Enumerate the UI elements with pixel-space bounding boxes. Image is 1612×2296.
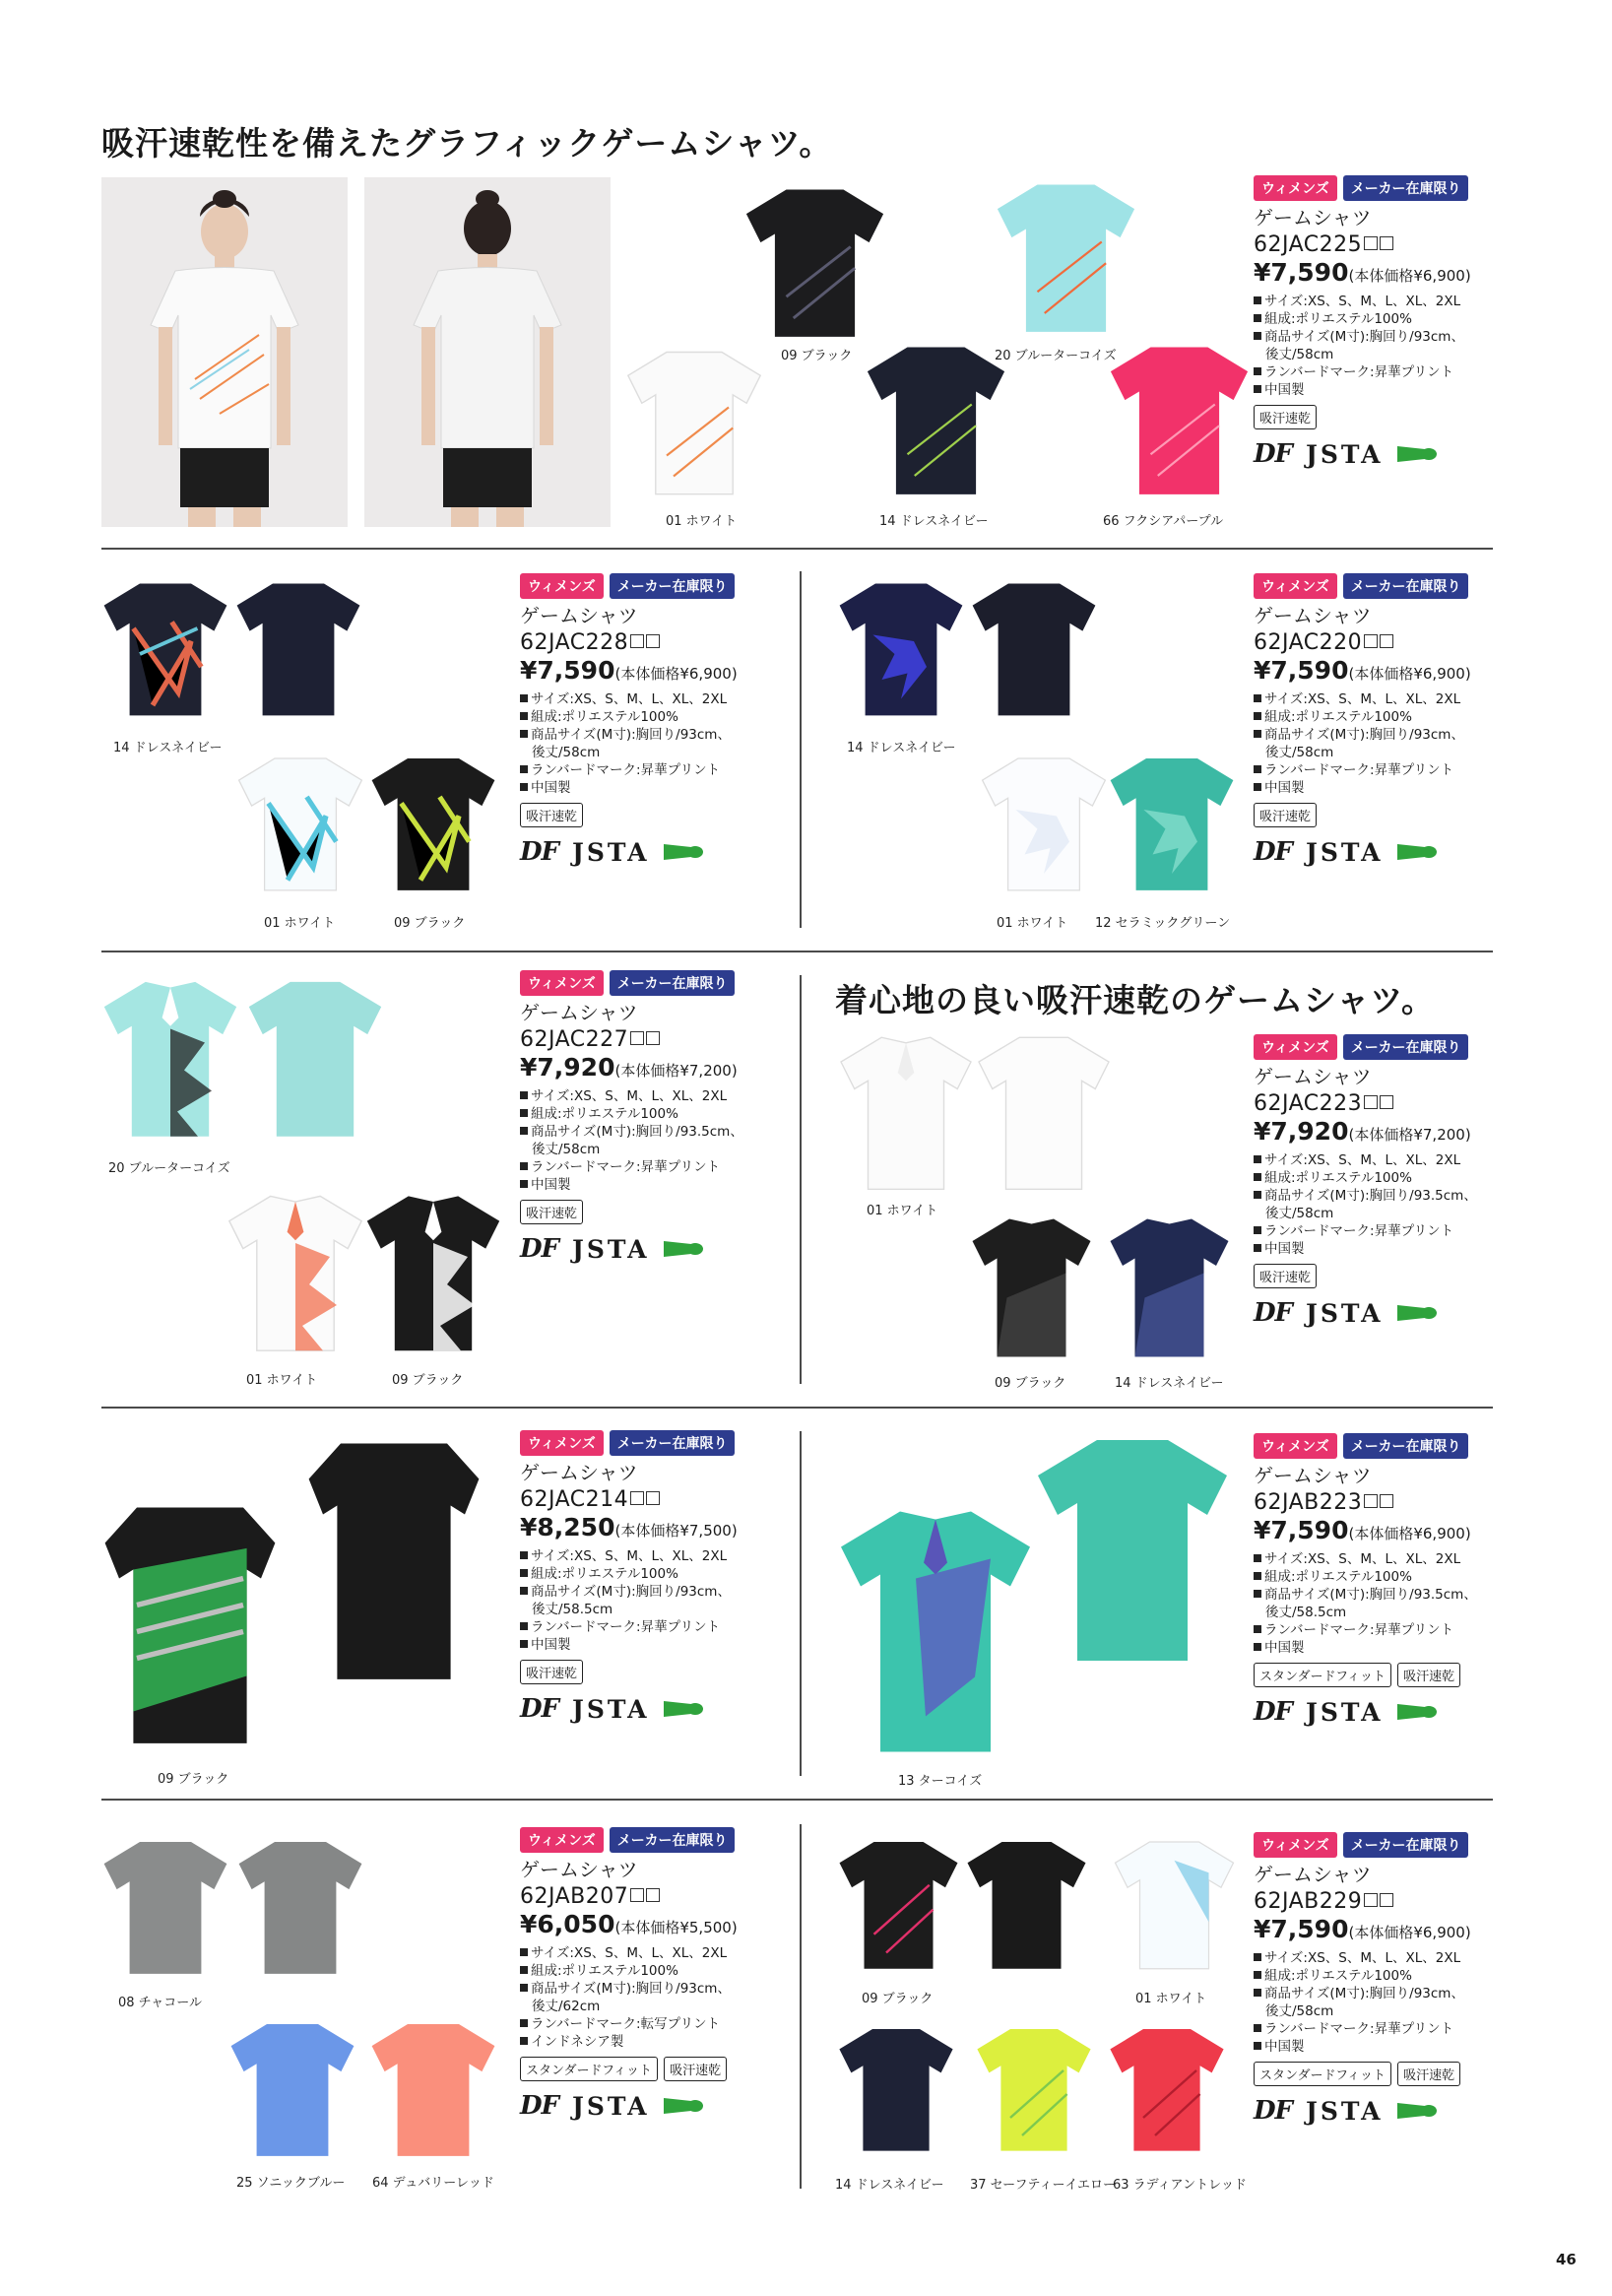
- product-code: 62JAB223: [1254, 1489, 1500, 1516]
- shirt-navy: [837, 576, 965, 719]
- shuttlecock-icon: [664, 1238, 703, 1260]
- shirt-fuchsia: [1108, 340, 1251, 497]
- stock-badge: メーカー在庫限り: [1343, 1832, 1469, 1858]
- color-label: 09 ブラック: [995, 1376, 1066, 1391]
- product-specs: サイズ:XS、S、M、L、XL、2XL 組成:ポリエステル100% 商品サイズ(M寸):胸回り/93cm、 後丈/58cm ランバードマーク:昇華プリント 中国製: [1254, 690, 1500, 797]
- shirt-white: [625, 345, 763, 497]
- color-label: 14 ドレスネイビー: [847, 741, 956, 755]
- standard-fit-tag: スタンダードフィット: [1254, 1663, 1391, 1687]
- shirt-black-green: [101, 1492, 279, 1753]
- color-label: 09 ブラック: [781, 349, 853, 363]
- product-code: 62JAC227: [520, 1026, 766, 1053]
- product-price: ¥7,590(本体価格¥6,900): [1254, 656, 1471, 685]
- shirt-turquoise-polo: [837, 1497, 1034, 1758]
- product-specs: サイズ:XS、S、M、L、XL、2XL 組成:ポリエステル100% 商品サイズ(M寸):胸回り/93.5cm、 後丈/58cm ランバードマーク:昇華プリント 中国製: [520, 1087, 766, 1194]
- quick-dry-tag: 吸汗速乾: [1254, 1264, 1317, 1288]
- divider-col-3: [800, 1431, 802, 1776]
- product-info-62JAC220: [1254, 573, 1500, 867]
- color-label: 01 ホワイト: [997, 916, 1068, 931]
- product-price: ¥7,920(本体価格¥7,200): [520, 1053, 738, 1082]
- womens-badge: ウィメンズ: [520, 1430, 604, 1456]
- df-logo: DF: [1254, 439, 1293, 469]
- color-label: 01 ホワイト: [264, 916, 336, 931]
- divider-col-2: [800, 975, 802, 1384]
- product-specs: サイズ:XS、S、M、L、XL、2XL 組成:ポリエステル100% 商品サイズ(M寸):胸回り/93.5cm、 後丈/58cm ランバードマーク:昇華プリント 中国製: [1254, 1151, 1500, 1258]
- color-label: 09 ブラック: [392, 1373, 464, 1388]
- shirt-navy: [865, 340, 1007, 497]
- color-label: 12 セラミックグリーン: [1095, 916, 1231, 931]
- product-price: ¥7,590(本体価格¥6,900): [1254, 1516, 1471, 1544]
- shirt-navy: [837, 2014, 955, 2162]
- product-name: ゲームシャツ: [1254, 1065, 1372, 1088]
- shuttlecock-icon: [664, 2095, 703, 2117]
- divider-row-4: [101, 1799, 1493, 1801]
- color-label: 66 フクシアパープル: [1103, 514, 1224, 529]
- color-label: 13 ターコイズ: [898, 1774, 983, 1789]
- jsta-logo: JSTA: [572, 1694, 650, 1724]
- stock-badge: メーカー在庫限り: [1343, 1034, 1469, 1060]
- product-price: ¥8,250(本体価格¥7,500): [520, 1513, 738, 1542]
- shuttlecock-icon: [664, 1698, 703, 1720]
- shirt-black: [369, 744, 497, 901]
- standard-fit-tag: スタンダードフィット: [520, 2057, 658, 2081]
- jsta-logo: JSTA: [1306, 439, 1384, 469]
- shirt-black-back: [305, 1433, 483, 1684]
- product-code: 62JAB229: [1254, 1888, 1500, 1915]
- product-info-62JAB207: [520, 1827, 766, 2121]
- shirt-charcoal-back: [236, 1827, 364, 1985]
- jsta-logo: JSTA: [1306, 2096, 1384, 2126]
- shirt-ceramic-green: [1108, 744, 1236, 901]
- jsta-logo: JSTA: [572, 2091, 650, 2121]
- section-heading-graphic: 吸汗速乾性を備えたグラフィックゲームシャツ。: [101, 124, 833, 163]
- df-logo: DF: [1254, 837, 1293, 867]
- shirt-black: [743, 182, 886, 340]
- product-name: ゲームシャツ: [1254, 206, 1372, 230]
- stock-badge: メーカー在庫限り: [1343, 573, 1469, 599]
- stock-badge: メーカー在庫限り: [1343, 175, 1469, 201]
- color-label: 01 ホワイト: [246, 1373, 318, 1388]
- color-label: 63 ラディアントレッド: [1113, 2178, 1247, 2193]
- divider-col-1: [800, 571, 802, 928]
- product-code: 62JAC220: [1254, 629, 1500, 656]
- df-logo: DF: [1254, 1697, 1293, 1727]
- product-code: 62JAC225: [1254, 231, 1500, 258]
- color-label: 08 チャコール: [118, 1996, 203, 2010]
- product-info-62JAB223: [1254, 1433, 1500, 1727]
- df-logo: DF: [520, 1234, 559, 1264]
- shirt-black: [837, 1827, 960, 1980]
- color-label: 01 ホワイト: [867, 1204, 938, 1218]
- shirt-sonic-blue: [228, 2009, 356, 2167]
- quick-dry-tag: 吸汗速乾: [520, 1200, 583, 1224]
- stock-badge: メーカー在庫限り: [610, 1430, 736, 1456]
- shirt-white-polo: [837, 1029, 975, 1192]
- stock-badge: メーカー在庫限り: [1343, 1433, 1469, 1459]
- df-logo: DF: [520, 1694, 559, 1724]
- quick-dry-tag: 吸汗速乾: [520, 1660, 583, 1684]
- product-info-62JAB229: [1254, 1832, 1500, 2126]
- shuttlecock-icon: [1397, 1302, 1437, 1324]
- stock-badge: メーカー在庫限り: [610, 573, 736, 599]
- womens-badge: ウィメンズ: [520, 970, 604, 996]
- product-price: ¥6,050(本体価格¥5,500): [520, 1910, 738, 1938]
- section-heading-comfort: 着心地の良い吸汗速乾のゲームシャツ。: [835, 981, 1436, 1019]
- womens-badge: ウィメンズ: [1254, 175, 1337, 201]
- shirt-safety-yellow: [975, 2014, 1093, 2162]
- shirt-black-polo: [364, 1182, 502, 1359]
- shuttlecock-icon: [1397, 1701, 1437, 1723]
- shuttlecock-icon: [1397, 841, 1437, 863]
- product-name: ゲームシャツ: [520, 1001, 638, 1024]
- womens-badge: ウィメンズ: [1254, 1034, 1337, 1060]
- quick-dry-tag: 吸汗速乾: [1254, 405, 1317, 429]
- shirt-white: [980, 744, 1108, 901]
- product-price: ¥7,590(本体価格¥6,900): [520, 656, 738, 685]
- shirt-white-polo-back: [975, 1029, 1113, 1192]
- color-label: 01 ホワイト: [666, 514, 738, 529]
- color-label: 01 ホワイト: [1135, 1992, 1207, 2006]
- product-name: ゲームシャツ: [520, 604, 638, 627]
- product-price: ¥7,920(本体価格¥7,200): [1254, 1117, 1471, 1146]
- color-label: 14 ドレスネイビー: [113, 741, 223, 755]
- shirt-navy-back: [234, 576, 362, 719]
- womens-badge: ウィメンズ: [1254, 1433, 1337, 1459]
- shirt-dubarry-red: [369, 2009, 497, 2167]
- shirt-navy: [101, 576, 229, 719]
- shirt-turquoise-polo: [101, 970, 239, 1143]
- df-logo: DF: [1254, 1298, 1293, 1328]
- stock-badge: メーカー在庫限り: [610, 1827, 736, 1853]
- product-code: 62JAC223: [1254, 1090, 1500, 1117]
- product-code: 62JAB207: [520, 1883, 766, 1910]
- product-info-62JAC225: [1254, 175, 1500, 469]
- womens-badge: ウィメンズ: [1254, 1832, 1337, 1858]
- shuttlecock-icon: [1397, 2100, 1437, 2122]
- shirt-navy-back: [970, 576, 1098, 719]
- quick-dry-tag: 吸汗速乾: [664, 2057, 727, 2081]
- color-label: 37 セーフティーイエロー: [970, 2178, 1116, 2193]
- product-price: ¥7,590(本体価格¥6,900): [1254, 258, 1471, 287]
- shirt-black-back: [965, 1827, 1088, 1980]
- shirt-turquoise-polo-back: [246, 970, 384, 1143]
- shuttlecock-icon: [664, 841, 703, 863]
- quick-dry-tag: 吸汗速乾: [520, 803, 583, 827]
- jsta-logo: JSTA: [1306, 1697, 1384, 1727]
- standard-fit-tag: スタンダードフィット: [1254, 2062, 1391, 2086]
- color-label: 20 ブルーターコイズ: [108, 1161, 230, 1176]
- color-label: 09 ブラック: [394, 916, 466, 931]
- color-label: 09 ブラック: [862, 1992, 934, 2006]
- df-logo: DF: [1254, 2096, 1293, 2126]
- shirt-navy-polo: [1108, 1207, 1231, 1364]
- stock-badge: メーカー在庫限り: [610, 970, 736, 996]
- product-name: ゲームシャツ: [1254, 1464, 1372, 1487]
- jsta-logo: JSTA: [572, 837, 650, 867]
- jsta-logo: JSTA: [1306, 1298, 1384, 1328]
- color-label: 14 ドレスネイビー: [1115, 1376, 1224, 1391]
- product-code: 62JAC214: [520, 1486, 766, 1513]
- model-photo-back: [364, 177, 611, 527]
- product-specs: サイズ:XS、S、M、L、XL、2XL 組成:ポリエステル100% 商品サイズ(M寸):胸回り/93cm、 後丈/58.5cm ランバードマーク:昇華プリント 中国製: [520, 1547, 766, 1654]
- shirt-white: [1113, 1827, 1236, 1980]
- divider-row-2: [101, 951, 1493, 952]
- color-label: 20 ブルーターコイズ: [995, 349, 1117, 363]
- model-photo-front: [101, 177, 348, 527]
- product-info-62JAC227: [520, 970, 766, 1264]
- df-logo: DF: [520, 837, 559, 867]
- jsta-logo: JSTA: [572, 1234, 650, 1264]
- shuttlecock-icon: [1397, 443, 1437, 465]
- color-label: 64 デュバリーレッド: [372, 2176, 494, 2191]
- product-specs: サイズ:XS、S、M、L、XL、2XL 組成:ポリエステル100% 商品サイズ(M寸):胸回り/93cm、 後丈/62cm ランバードマーク:転写プリント インドネシア製: [520, 1944, 766, 2051]
- product-name: ゲームシャツ: [520, 1858, 638, 1881]
- product-specs: サイズ:XS、S、M、L、XL、2XL 組成:ポリエステル100% 商品サイズ(M寸):胸回り/93cm、 後丈/58cm ランバードマーク:昇華プリント 中国製: [1254, 1949, 1500, 2056]
- page-number: 46: [1556, 2251, 1577, 2268]
- product-specs: サイズ:XS、S、M、L、XL、2XL 組成:ポリエステル100% 商品サイズ(M寸):胸回り/93cm、 後丈/58cm ランバードマーク:昇華プリント 中国製: [1254, 293, 1500, 399]
- quick-dry-tag: 吸汗速乾: [1397, 1663, 1460, 1687]
- color-label: 09 ブラック: [158, 1772, 229, 1787]
- color-label: 14 ドレスネイビー: [879, 514, 989, 529]
- shirt-black-polo: [970, 1207, 1093, 1364]
- shirt-turquoise: [995, 177, 1137, 335]
- product-specs: サイズ:XS、S、M、L、XL、2XL 組成:ポリエステル100% 商品サイズ(M寸):胸回り/93cm、 後丈/58cm ランバードマーク:昇華プリント 中国製: [520, 690, 766, 797]
- quick-dry-tag: 吸汗速乾: [1397, 2062, 1460, 2086]
- color-label: 14 ドレスネイビー: [835, 2178, 944, 2193]
- product-info-62JAC228: [520, 573, 766, 867]
- product-code: 62JAC228: [520, 629, 766, 656]
- womens-badge: ウィメンズ: [520, 573, 604, 599]
- divider-col-4: [800, 1824, 802, 2189]
- shirt-radiant-red: [1108, 2014, 1226, 2162]
- shirt-white-polo: [226, 1182, 364, 1359]
- divider-row-3: [101, 1407, 1493, 1409]
- product-info-62JAC223: [1254, 1034, 1500, 1328]
- product-specs: サイズ:XS、S、M、L、XL、2XL 組成:ポリエステル100% 商品サイズ(M寸):胸回り/93.5cm、 後丈/58.5cm ランバードマーク:昇華プリント 中国製: [1254, 1550, 1500, 1657]
- womens-badge: ウィメンズ: [520, 1827, 604, 1853]
- jsta-logo: JSTA: [1306, 837, 1384, 867]
- shirt-charcoal: [101, 1827, 229, 1985]
- quick-dry-tag: 吸汗速乾: [1254, 803, 1317, 827]
- product-price: ¥7,590(本体価格¥6,900): [1254, 1915, 1471, 1943]
- womens-badge: ウィメンズ: [1254, 573, 1337, 599]
- df-logo: DF: [520, 2091, 559, 2121]
- color-label: 25 ソニックブルー: [236, 2176, 346, 2191]
- shirt-white: [236, 744, 364, 901]
- product-name: ゲームシャツ: [1254, 1863, 1372, 1886]
- product-info-62JAC214: [520, 1430, 766, 1724]
- product-name: ゲームシャツ: [1254, 604, 1372, 627]
- shirt-turquoise-polo-back: [1029, 1428, 1236, 1665]
- product-name: ゲームシャツ: [520, 1461, 638, 1484]
- divider-row-1: [101, 548, 1493, 550]
